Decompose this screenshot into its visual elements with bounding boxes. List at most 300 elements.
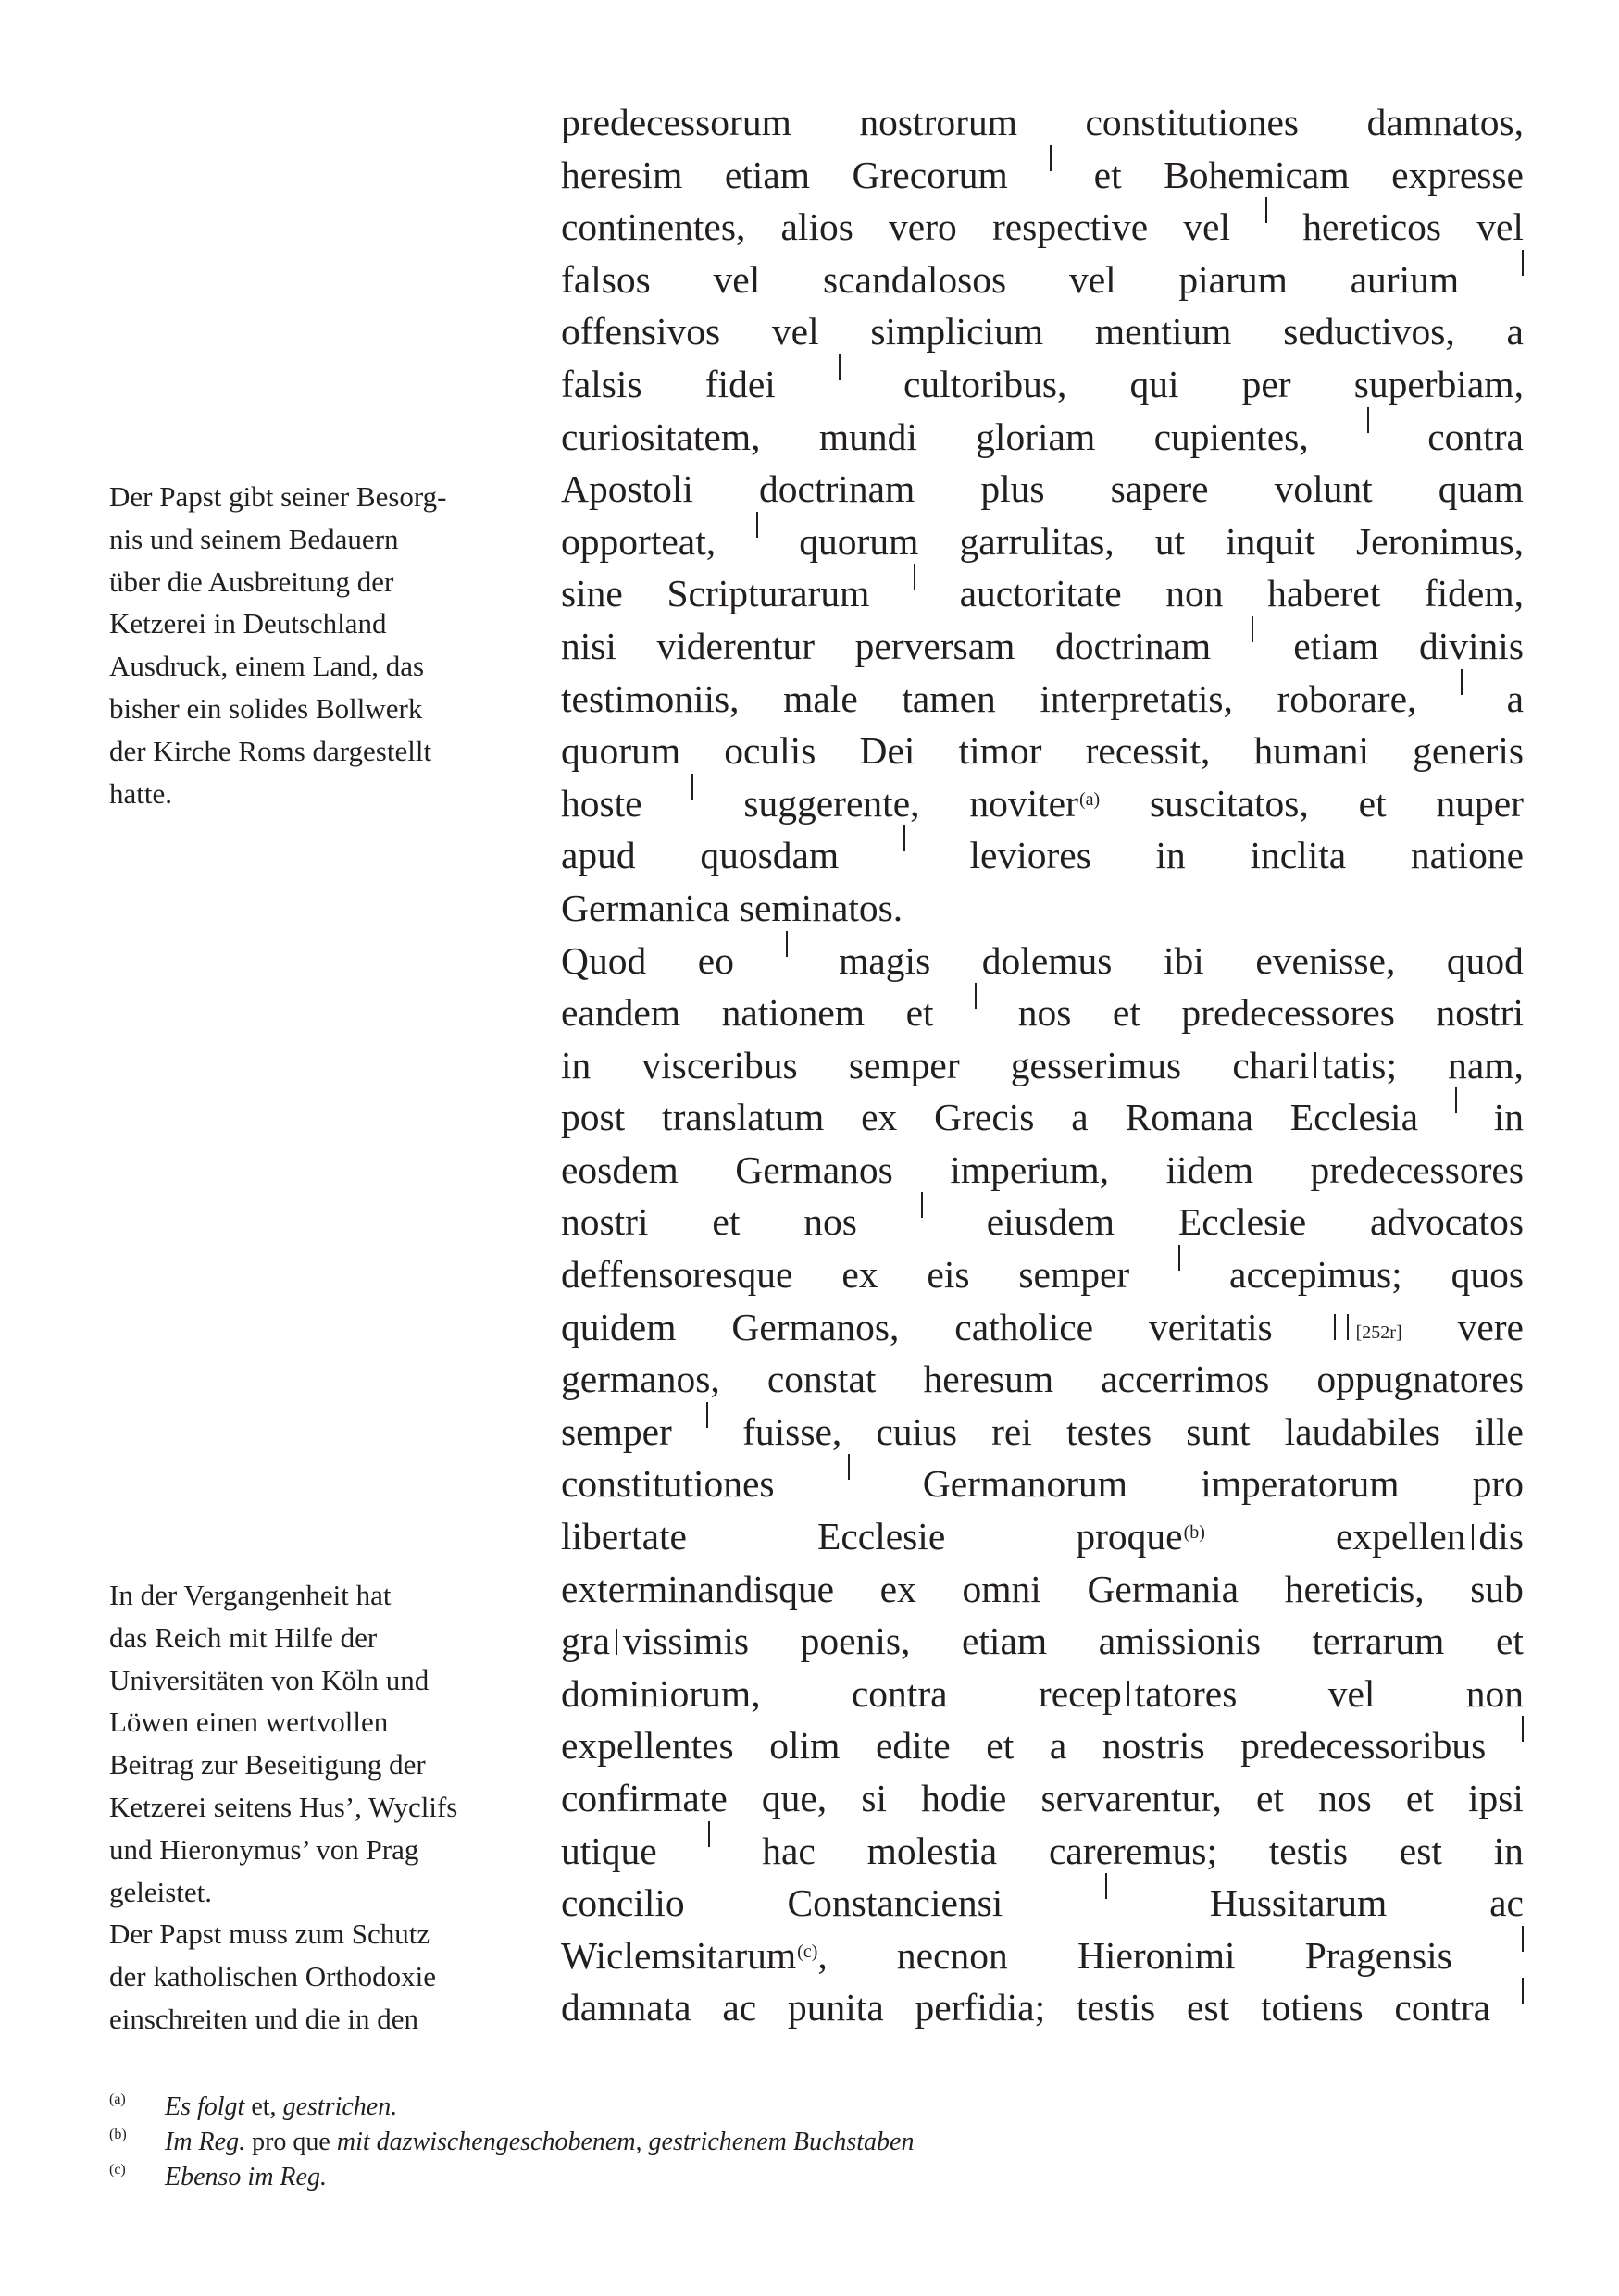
word: a [1049,1724,1067,1768]
word: in [1493,1829,1524,1872]
text-line [561,567,1524,620]
word: Grecis [934,1096,1035,1139]
line-break-marker [786,931,788,957]
word: veritatis [1149,1305,1273,1348]
line-break-marker [1367,407,1369,433]
text-line [561,1615,1524,1668]
word: curiositatem, [561,415,761,458]
word: ac [1489,1881,1524,1925]
line-break-marker [1522,1978,1524,2004]
word: predecessores [1310,1148,1524,1191]
word: inquit [1226,519,1315,563]
word: dolemus [981,938,1113,982]
text-line [561,1091,1524,1144]
word: constat [766,1358,877,1401]
line-break-marker [1461,669,1463,695]
word: rei [991,1409,1032,1453]
word: damnatos, [1366,101,1524,143]
word: eosdem [561,1148,679,1191]
word: Germanos [735,1148,893,1191]
line-break-marker [914,564,915,590]
line-break-marker [1105,1873,1107,1899]
word: Jeronimus, [1356,519,1524,563]
word: Ecclesia [1289,1096,1418,1139]
word: a [1506,310,1524,354]
margin-note-line: Der Papst muss zum Schutz [109,1917,430,1951]
word: oppugnatores [1316,1358,1524,1401]
word: exterminandisque [561,1567,835,1610]
footnote-mark: (a) [109,2091,126,2107]
word: non [1165,572,1224,615]
margin-note-line: hatte. [109,776,172,810]
margin-note-2 [109,1574,517,2041]
line-break-marker [848,1454,850,1480]
text-line [561,725,1524,777]
word: amissionis [1098,1620,1261,1663]
word: que, [761,1777,828,1819]
word: damnata [561,1986,691,2029]
word: ibi [1164,938,1204,982]
word: gesserimus [1010,1043,1182,1086]
word: si [861,1777,888,1819]
word: doctrinam [1054,624,1212,667]
word: per [1241,362,1291,405]
word: nos [803,1200,857,1244]
word: simplicium [870,310,1044,354]
word: testis [1076,1986,1156,2029]
word: hereticis, [1284,1567,1425,1610]
word: recep tatores [1038,1671,1238,1715]
text-line [561,1930,1524,1982]
margin-note-line: Der Papst gibt seiner Besorg- [109,480,447,513]
word: offensivos [561,310,721,354]
word: catholice [954,1305,1094,1348]
word: translatum [662,1096,825,1139]
footnotes [109,2090,1498,2195]
word: noviter$^{(a)}$ [969,781,1101,825]
word: semper [848,1043,960,1086]
word: mentium [1094,310,1232,354]
word: et [1093,153,1122,196]
word: etiam [1293,624,1379,667]
margin-note-line: Ausdruck, einem Land, das [109,650,425,683]
word: vel [1183,205,1230,249]
word: eis [927,1253,970,1297]
word: aurium [1350,257,1460,301]
word: haberet [1267,572,1381,615]
text-line [561,1563,1524,1616]
line-break-marker [1522,250,1524,276]
line-break-marker [708,1821,710,1847]
text-line [561,829,1524,882]
word: testimoniis, [561,676,740,720]
word: tamen [902,676,996,720]
footnote [109,2125,1498,2160]
text-line [561,673,1524,726]
line-break-marker [1314,1052,1316,1078]
text-line [561,1353,1524,1406]
line-break-marker [921,1192,923,1218]
footnote-ref: (c) [797,1941,818,1962]
text-line [561,1301,1524,1354]
word: vel [771,310,819,354]
word: etiam [724,153,811,196]
word: testis [1268,1829,1349,1872]
line-break-marker [975,983,977,1009]
margin-note-line: In der Vergangenheit hat [109,1579,392,1611]
word: suscitatos, [1150,781,1309,825]
line-break-marker [706,1402,708,1428]
word: Scripturarum [666,572,870,615]
word: apud [561,834,636,877]
word: ac [722,1986,757,2029]
text-line [561,1144,1524,1197]
word: scandalosos [822,257,1007,301]
word: mundi [818,415,917,458]
word: plus [980,467,1045,511]
text-line [561,463,1524,515]
word: non [1465,1671,1524,1715]
word: quorum [799,519,919,563]
word: gra vissimis [561,1620,750,1663]
word: interpretatis, [1040,676,1233,720]
word: Ecclesie [817,1515,946,1558]
word: utique [561,1829,657,1872]
text-line [561,149,1524,202]
line-break-marker [1252,616,1253,642]
word: nostri [561,1200,649,1244]
word: humani [1253,729,1370,773]
word: hodie [921,1777,1007,1819]
word: auctoritate [959,572,1122,615]
word: punita [788,1986,884,2029]
word: et [905,991,934,1035]
word: perversam [854,624,1015,667]
word: cuius [876,1409,957,1453]
word: nos [1318,1777,1372,1819]
word: evenisse, [1255,938,1396,982]
word: hereticos [1302,205,1442,249]
word: est [1187,1986,1230,2029]
word: necnon [896,1933,1008,1977]
word: seminatos. [739,886,903,929]
word: Wiclemsitarum$^{(c)}$, [561,1933,828,1977]
word: seductivos, [1283,310,1455,354]
word: libertate [561,1515,687,1558]
word: in [1155,834,1186,877]
word: male [783,676,858,720]
text-line [561,777,1524,830]
text-line [561,620,1524,673]
margin-note-line: über die Ausbreitung der [109,565,394,598]
word: dominiorum, [561,1671,761,1715]
word: qui [1129,362,1179,405]
main-latin-text [561,96,1524,2034]
word: advocatos [1370,1200,1524,1244]
footnote-ref: (b) [1183,1522,1205,1544]
word: garrulitas, [959,519,1115,563]
word: nostri [1436,991,1524,1035]
line-break-marker [1178,1245,1180,1271]
word: imperatorum [1201,1462,1400,1506]
text-line [561,1406,1524,1458]
word: sub [1470,1567,1524,1610]
text-line [561,515,1524,568]
line-break-marker [616,1629,617,1655]
margin-note-1 [109,476,517,814]
word: et [712,1200,741,1244]
word: est [1399,1829,1442,1872]
word: ex [861,1096,898,1139]
margin-note-line: der Kirche Roms dargestellt [109,734,432,767]
word: heresum [923,1358,1054,1401]
footnote-mark: (b) [109,2127,127,2142]
margin-note-line: geleistet. [109,1875,213,1908]
word: magis [839,938,931,982]
footnote [109,2090,1498,2125]
word: expresse [1391,153,1524,196]
footnote-mark: (c) [109,2162,126,2178]
folio-marker: [252r] [1355,1322,1402,1343]
word: nationem [721,991,866,1035]
word: accepimus; [1229,1253,1402,1297]
word: chari tatis; [1232,1043,1397,1086]
word: oculis [724,729,816,773]
word: et [1405,1777,1434,1819]
word: poenis, [800,1620,911,1663]
text-line [561,254,1524,306]
word: expellentes [561,1724,734,1768]
word: recessit, [1085,729,1211,773]
word: superbiam, [1353,362,1524,405]
text-line [561,411,1524,464]
word: laudabiles [1284,1409,1440,1453]
word: quod [1446,938,1524,982]
word: Quod [561,938,647,982]
line-break-marker [691,774,693,800]
word: Germanica [561,886,730,929]
word: nos [1017,991,1072,1035]
word: vere [1457,1305,1524,1348]
word: et [1256,1777,1284,1819]
word: Hieronimi [1077,1933,1236,1977]
text-line [561,1825,1524,1878]
line-break-marker [839,354,841,380]
word: semper [1018,1253,1130,1297]
text-line [561,1668,1524,1720]
margin-note-line: Universitäten von Köln und [109,1663,430,1696]
word: Pragensis [1304,1933,1452,1977]
text-line [561,1458,1524,1510]
line-break-marker [1522,1926,1524,1952]
word: visceribus [641,1043,798,1086]
text-line [561,305,1524,358]
word: cupientes, [1153,415,1309,458]
text-line [561,201,1524,254]
word: a [1506,676,1524,720]
word: predecessorum [561,101,791,143]
line-break-marker [1472,1524,1474,1550]
word: nam, [1448,1043,1524,1086]
margin-note-line: Ketzerei in Deutschland [109,607,387,640]
footnote [109,2160,1498,2195]
word: contra [851,1671,948,1715]
word: et [1358,781,1387,825]
word: Constanciensi [787,1881,1003,1925]
margin-note-line: das Reich mit Hilfe der [109,1620,378,1654]
word: confirmate [561,1777,728,1819]
line-break-marker [903,825,905,851]
word: natione [1410,834,1524,877]
word: quidem [561,1305,677,1348]
margin-note-line: Löwen einen wertvollen [109,1706,389,1739]
word: ex [879,1567,916,1610]
word: fidem, [1424,572,1524,615]
line-break-marker [1127,1681,1129,1706]
word: vel [1476,205,1524,249]
word: Apostoli [561,467,693,511]
text-line [561,1510,1524,1563]
margin-note-line: und Hieronymus’ von Prag [109,1832,419,1866]
word: deffensoresque [561,1253,793,1297]
word: heresim [561,153,683,196]
word: imperium, [950,1148,1110,1191]
word: suggerente, [743,781,920,825]
text-line [561,1877,1524,1930]
word: iidem [1165,1148,1254,1191]
word: ex [841,1253,878,1297]
text-line [561,1196,1524,1248]
word: opporteat, [561,519,716,563]
text-line [561,1981,1524,2034]
line-break-marker [1050,145,1052,171]
word: Grecorum [852,153,1008,196]
word: constitutiones [561,1462,775,1506]
margin-note-line: einschreiten und die in den [109,2002,419,2035]
word: et [1112,991,1140,1035]
word: gloriam [976,415,1096,458]
word: eo [697,938,734,982]
word: nuper [1436,781,1524,825]
word: ille [1474,1409,1524,1453]
text-line [561,1248,1524,1301]
word: alios [780,205,853,249]
word: totiens [1260,1986,1364,2029]
word: etiam [961,1620,1048,1663]
word: Germania [1087,1567,1239,1610]
text-line [561,987,1524,1039]
word: servarentur, [1040,1777,1222,1819]
word: edite [876,1724,951,1768]
word: molestia [866,1829,998,1872]
word: sine [561,572,623,615]
word: germanos, [561,1358,720,1401]
word: vel [1068,257,1116,301]
word: contra [1427,415,1524,458]
word: falsis [561,362,642,405]
word: post [561,1096,626,1139]
word: cultoribus, [903,362,1067,405]
word: accerrimos [1101,1358,1270,1401]
word: respective [991,205,1149,249]
word: vel [1327,1671,1376,1715]
word: sapere [1110,467,1209,511]
word: eandem [561,991,681,1035]
word: et [1496,1620,1524,1663]
word: volunt [1274,467,1373,511]
word [1328,1301,1402,1354]
word: perfidia; [915,1986,1046,2029]
word: nostris [1102,1724,1205,1768]
word: fuisse, [742,1409,842,1453]
word: doctrinam [759,467,915,511]
word: quosdam [700,834,840,877]
word: pro [1472,1462,1524,1506]
word: olim [769,1724,841,1768]
word: vero [889,205,957,249]
text-line [561,96,1524,149]
word: quam [1438,467,1524,511]
word: roborare, [1277,676,1417,720]
word: continentes, [561,205,746,249]
word: ipsi [1468,1777,1524,1819]
line-break-marker [1265,197,1267,223]
line-break-marker [1347,1314,1349,1340]
word: Ecclesie [1177,1200,1307,1244]
word: fidei [704,362,776,405]
word: quorum [561,729,681,773]
word: terrarum [1312,1620,1445,1663]
word: vel [713,257,761,301]
text-line [561,935,1524,987]
word: predecessoribus [1240,1724,1487,1768]
word: omni [962,1567,1041,1610]
word: sunt [1186,1409,1251,1453]
word: nisi [561,624,616,667]
word: in [561,1043,592,1086]
word: a [1071,1096,1089,1139]
text-line [561,882,1524,935]
word: proque$^{(b)}$ [1076,1515,1205,1558]
word: Romana [1125,1096,1253,1139]
word: piarum [1178,257,1288,301]
word: divinis [1418,624,1524,667]
text-line [561,358,1524,411]
word: generis [1413,729,1524,773]
word: quos [1451,1253,1524,1297]
word: ut [1154,519,1185,563]
word: semper [561,1409,672,1453]
word: testes [1065,1409,1152,1453]
footnote-ref: (a) [1078,788,1101,810]
margin-note-line: Beitrag zur Beseitigung der [109,1748,426,1781]
word: falsos [561,257,651,301]
word: eiusdem [986,1200,1115,1244]
word: Hussitarum [1209,1881,1388,1925]
margin-note-line: nis und seinem Bedauern [109,522,399,555]
word: constitutiones [1085,101,1300,143]
word: inclita [1250,834,1347,877]
word: Germanos, [731,1305,900,1348]
word: et [986,1724,1015,1768]
line-break-marker [756,512,758,538]
word: expellen dis [1335,1515,1524,1558]
line-break-marker [1455,1087,1457,1113]
margin-note-line: der katholischen Orthodoxie [109,1960,436,1993]
word: nostrorum [859,101,1018,143]
word: hac [762,1829,816,1872]
margin-note-line: Ketzerei seitens Hus’, Wyclifs [109,1790,458,1823]
